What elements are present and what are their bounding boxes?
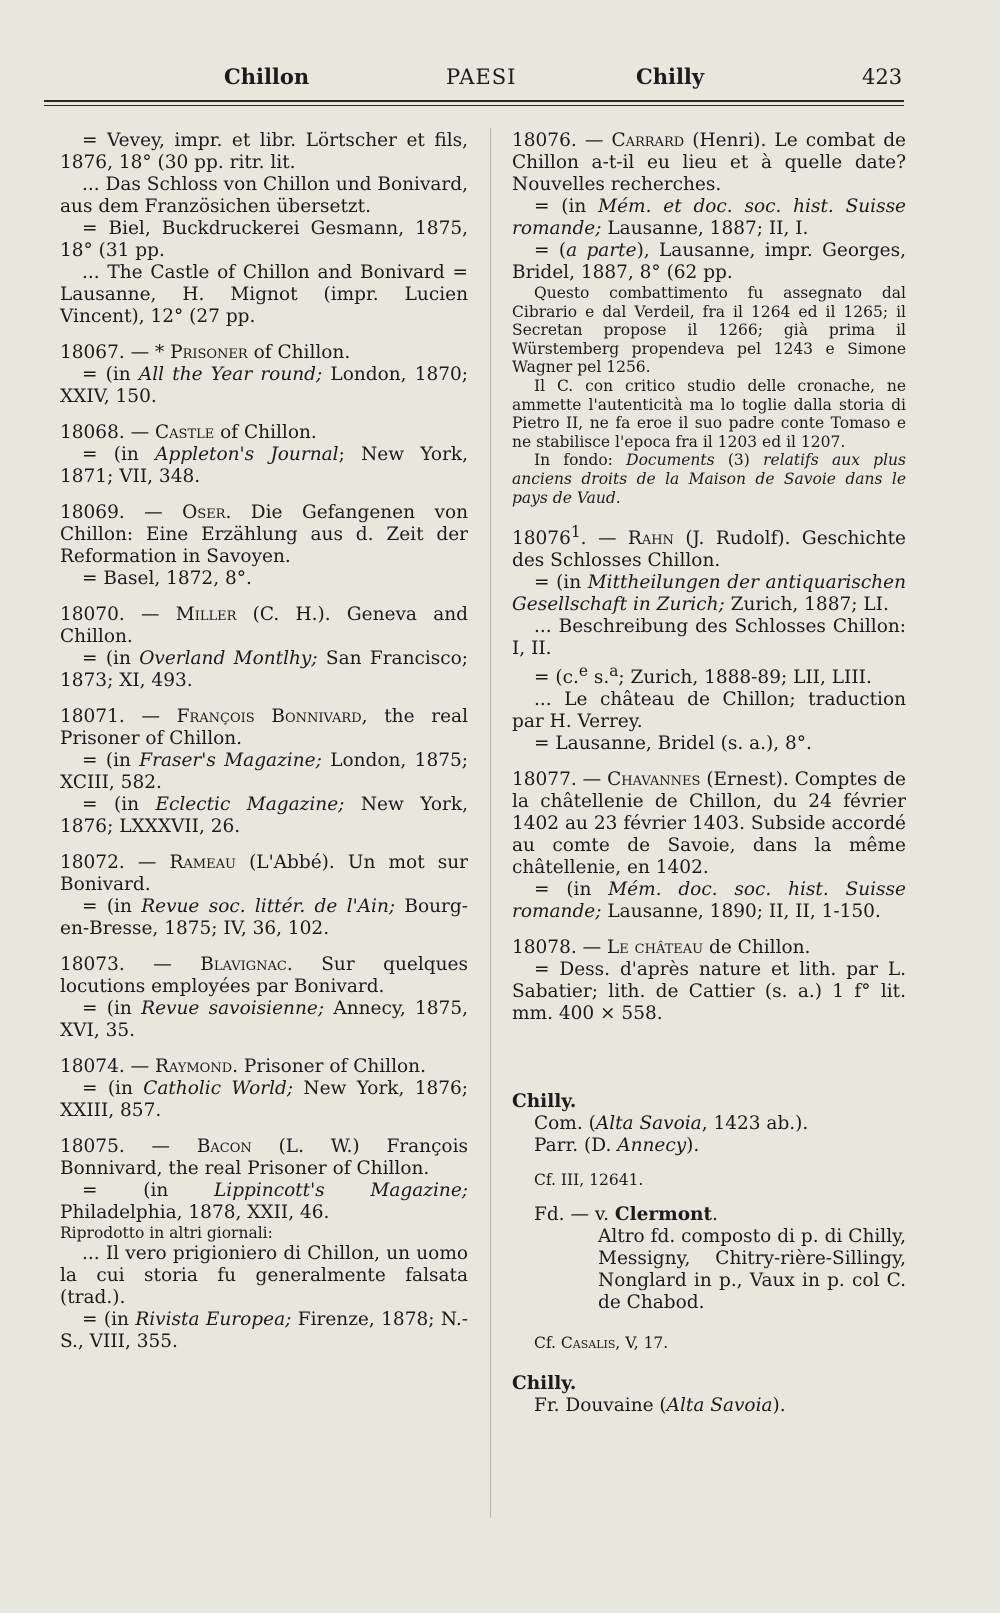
left_column-entry: [60, 852, 468, 940]
entry-paragraph: In fondo: Documents (3) relatifs aux plus anciens droits de la Maison de Savoie dans le pays de Vaud.: [512, 451, 906, 507]
entry-paragraph: 18072. — Rameau (L'Abbé). Un mot sur Bonivard.: [60, 852, 468, 895]
left_column-entry: [60, 1056, 468, 1122]
entry-paragraph: = (c.$^e$ s.$^a$; Zurich, 1888-89; LII, LIII.: [534, 662, 872, 689]
entry-paragraph: = (in Lippincott's Magazine; Philadelphia, 1878, XXII, 46.: [60, 1180, 468, 1223]
left_column-entry: [60, 1136, 468, 1353]
entry-paragraph: 18074. — Raymond. Prisoner of Chillon.: [60, 1056, 426, 1077]
place-line: Fd. — v. Clermont.: [534, 1204, 718, 1226]
left_column-entry: [60, 954, 468, 1042]
entry-paragraph: 18077. — Chavannes (Ernest). Comptes de la châtellenie de Chillon, du 24 février 1402 au 23 février 1403. Subside accordé au comte de Savoie, dans la même châtellenie, en 1402.: [512, 769, 906, 879]
entry-paragraph: = Vevey, impr. et libr. Lörtscher et fils, 1876, 18° (30 pp. ritr. lit.: [60, 130, 468, 173]
entry-paragraph: Il C. con critico studio delle cronache, ne ammette l'autenticità ma lo toglie dalla storia di Pietro II, ne fa eroe il suo padre conte Tomaso e ne stabilisce l'epoca fra il 1203 ed il 1207.: [512, 376, 906, 451]
entry-paragraph: Questo combattimento fu assegnato dal Cibrario e dal Verdeil, fra il 1264 ed il 1265; il Secretan propose il 1266; già prima il Würstemberg propendeva pel 1243 e Simone Wagner pel 1256.: [512, 284, 906, 377]
entry-paragraph: = (in Eclectic Magazine; New York, 1876; LXXXVII, 26.: [60, 794, 468, 837]
header-rule-thin: [44, 105, 904, 106]
entry-paragraph: ... Beschreibung des Schlosses Chillon: I, II.: [512, 616, 906, 660]
left_column-entry: [60, 604, 468, 692]
place-entries: [512, 1091, 906, 1416]
entry-paragraph: ... Le château de Chillon; traduction par H. Verrey.: [512, 689, 906, 733]
page-number: 423: [862, 65, 903, 89]
entry-paragraph: = Lausanne, Bridel (s. a.), 8°.: [534, 733, 812, 755]
entry-paragraph: = (in Rivista Europea; Firenze, 1878; N.-S., VIII, 355.: [60, 1308, 468, 1352]
right-column-entries: [512, 130, 906, 1025]
place-line: Parr. (D. Annecy).: [534, 1135, 700, 1157]
entry-paragraph: = (in Mittheilungen der antiquarischen Gesellschaft in Zurich; Zurich, 1887; LI.: [512, 572, 906, 616]
entry-paragraph: ... The Castle of Chillon and Bonivard = Lausanne, H. Mignot (impr. Lucien Vincent), 12° (27 pp.: [60, 262, 468, 327]
entry-paragraph: = (in Mém. doc. soc. hist. Suisse romande; Lausanne, 1890; II, II, 1-150.: [512, 879, 906, 923]
column-divider: [490, 128, 491, 1518]
entry-paragraph: = (in Catholic World; New York, 1876; XXIII, 857.: [60, 1078, 469, 1121]
entry-paragraph: 18076$^1$. — Rahn (J. Rudolf). Geschichte des Schlosses Chillon.: [512, 523, 906, 572]
right_column-entry: [512, 130, 906, 507]
entry-paragraph: = Biel, Buckdruckerei Gesmann, 1875, 18° (31 pp.: [60, 218, 468, 261]
entry-paragraph: Riprodotto in altri giornali:: [60, 1224, 273, 1242]
left_column-entry: [60, 502, 468, 590]
entry-paragraph: 18071. — François Bonnivard, the real Prisoner of Chillon.: [60, 706, 468, 749]
entry-paragraph: = (in Fraser's Magazine; London, 1875; XCIII, 582.: [60, 750, 468, 793]
left_column-entry: [60, 130, 468, 328]
entry-paragraph: = (in Revue soc. littér. de l'Ain; Bourg-en-Bresse, 1875; IV, 36, 102.: [60, 896, 468, 939]
entry-paragraph: 18078. — Le château de Chillon.: [512, 937, 811, 959]
place-line: Com. (Alta Savoia, 1423 ab.).: [534, 1113, 809, 1135]
left-column: [60, 130, 468, 1367]
entry-paragraph: 18073. — Blavignac. Sur quelques locutions employées par Bonivard.: [60, 954, 468, 997]
entry-paragraph: 18075. — Bacon (L. W.) François Bonnivard, the real Prisoner of Chillon.: [60, 1136, 468, 1179]
entry-paragraph: ... Il vero prigioniero di Chillon, un uomo la cui storia fu generalmente falsata (trad.).: [60, 1242, 468, 1308]
right_column-entry: [512, 769, 906, 923]
entry-paragraph: = (in Appleton's Journal; New York, 1871; VII, 348.: [60, 444, 469, 487]
place-line: Cf. Casalis, V, 17.: [534, 1334, 669, 1353]
entry-paragraph: 18068. — Castle of Chillon.: [60, 422, 317, 443]
right-column: [512, 130, 906, 1417]
right_column-entry: [512, 937, 906, 1025]
entry-paragraph: 18067. — * Prisoner of Chillon.: [60, 342, 351, 363]
place-line: Cf. III, 12641.: [534, 1171, 644, 1190]
entry-paragraph: = (in Revue savoisienne; Annecy, 1875, XVI, 35.: [60, 998, 468, 1041]
place-line: Fr. Douvaine (Alta Savoia).: [534, 1394, 786, 1416]
entry-paragraph: = (in Overland Montlhy; San Francisco; 1873; XI, 493.: [60, 648, 468, 691]
entry-paragraph: ... Das Schloss von Chillon und Bonivard, aus dem Französichen übersetzt.: [60, 174, 468, 217]
running-head-right: Chilly: [636, 64, 705, 89]
entry-paragraph: 18070. — Miller (C. H.). Geneva and Chillon.: [60, 604, 468, 647]
place-line: Chilly.: [512, 1372, 577, 1394]
entry-paragraph: = Dess. d'après nature et lith. par L. Sabatier; lith. de Cattier (s. a.) 1 f° lit. mm. 400 × 558.: [512, 959, 906, 1025]
entry-paragraph: 18076. — Carrard (Henri). Le combat de Chillon a-t-il eu lieu et à quelle date? Nouvelles recherches.: [512, 130, 906, 195]
running-head-section: PAESI: [446, 65, 517, 89]
left_column-entry: [60, 422, 468, 488]
left_column-entry: [60, 342, 468, 408]
entry-paragraph: = (in Mém. et doc. soc. hist. Suisse romande; Lausanne, 1887; II, I.: [512, 196, 907, 239]
left_column-entry: [60, 706, 468, 838]
entry-paragraph: 18069. — Oser. Die Gefangenen von Chillon: Eine Erzählung aus d. Zeit der Reformation in Savoyen.: [60, 502, 468, 567]
entry-paragraph: = Basel, 1872, 8°.: [82, 568, 252, 589]
entry-paragraph: = (a parte), Lausanne, impr. Georges, Bridel, 1887, 8° (62 pp.: [512, 240, 906, 283]
place-line: Chilly.: [512, 1091, 577, 1113]
right_column-entry: [512, 521, 906, 755]
entry-paragraph: = (in All the Year round; London, 1870; XXIV, 150.: [60, 364, 469, 407]
header-rule: [44, 100, 904, 102]
place-line: Altro fd. composto di p. di Chilly, Messigny, Chitry-rière-Sillingy, Nonglard in p., Vaux in p. col C. de Chabod.: [598, 1226, 906, 1314]
running-head-left: Chillon: [224, 64, 310, 89]
